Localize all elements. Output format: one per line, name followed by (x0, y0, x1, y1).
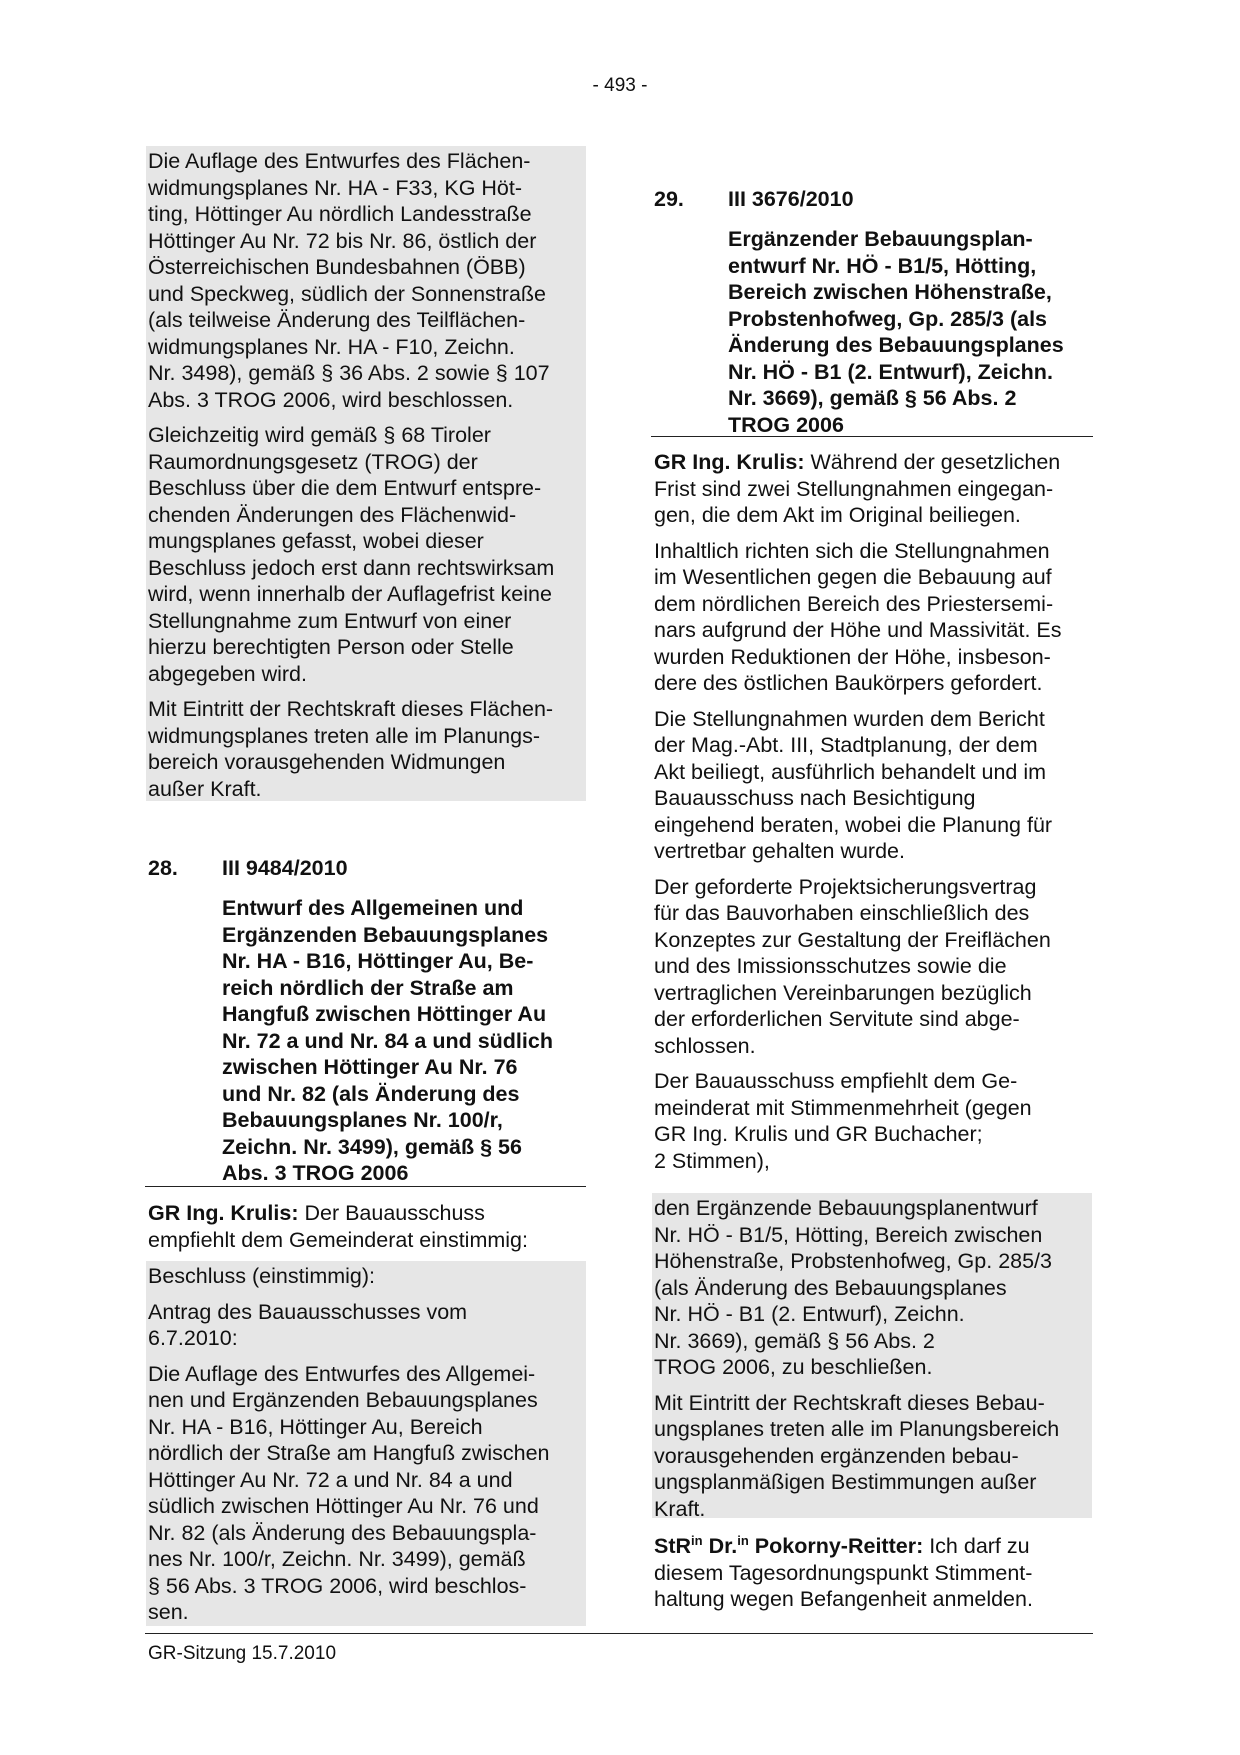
item-28-title: Entwurf des Allgemeinen und Ergänzenden Bebauungsplanes Nr. HA - B16, Höttinger Au, Be- reich nördlich der Straße am Hangfuß zwischen Höttinger Au Nr. 72 a und Nr. 84 a und südlich zwischen Höttinger Au Nr. 76 und Nr. 82 (als Änderung des Bebauungsplanes Nr. 100/r, Zeichn. Nr. 3499), gemäß § 56 Abs. 3 TROG 2006 (222, 896, 553, 1185)
resolution-rechtskraft: Mit Eintritt der Rechtskraft dieses Bebau- ungsplanes treten alle im Planungsbereich vorausgehenden ergänzenden bebau- ungsplanmäßigen Bestimmungen außer Kraft. (654, 1390, 1060, 1521)
paragraph-rechtskraft: Mit Eintritt der Rechtskraft dieses Flächen- widmungsplanes treten alle im Planungs- bereich vorausgehenden Widmungen außer Kraft. (148, 697, 554, 801)
item-29-number: 29. (654, 187, 684, 211)
item-28-reference: III 9484/2010 (222, 856, 348, 880)
item-28-resolution (148, 1263, 584, 1626)
resolution-text: Die Auflage des Entwurfes des Allgemei- nen und Ergänzenden Bebauungsplanes Nr. HA - B16, Höttinger Au, Bereich nördlich der Straße am Hangfuß zwischen Höttinger Au Nr. 72 a und Nr. 84 a und südlich zwischen Höttinger Au Nr. 76 und Nr. 82 (als Änderung des Bebauungspla- nes Nr. 100/r, Zeichn. Nr. 3499), gemäß § 56 Abs. 3 TROG 2006, wird beschlos- sen. (148, 1361, 550, 1624)
paragraph-flaechenwidmung-auflage: Die Auflage des Entwurfes des Flächen- widmungsplanes Nr. HA - F33, KG Höt- ting, Höttinger Au nördlich Landesstraße Höttinger Au Nr. 72 bis Nr. 86, östlich der Österreichischen Bundesbahnen (ÖBB) und Speckweg, südlich der Sonnenstraße (als teilweise Änderung des Teilflächen- widmungsplanes Nr. HA - F10, Zeichn. Nr. 3498), gemäß § 36 Abs. 2 sowie § 107 Abs. 3 TROG 2006, wird beschlossen. (148, 149, 550, 412)
resolution-antrag: Antrag des Bauausschusses vom 6.7.2010: (148, 1299, 468, 1350)
item-29-rule (651, 436, 1093, 437)
item-29-speech-text: Während der gesetzlichen Frist sind zwei Stellungnahmen eingegan- gen, die dem Akt im Original beiliegen. (654, 450, 1061, 527)
item-29-statement (654, 1533, 1094, 1613)
item-28-rule (145, 1186, 586, 1187)
footer-text: GR-Sitzung 15.7.2010 (148, 1643, 337, 1664)
item-29-speaker: GR Ing. Krulis: (654, 450, 805, 474)
paragraph-gleichzeitig: Gleichzeitig wird gemäß § 68 Tiroler Raumordnungsgesetz (TROG) der Beschluss über die dem Entwurf entspre- chenden Änderungen des Flächenwid- mungsplanes gefasst, wobei dieser Beschluss jedoch erst dann rechtswirksam wird, wenn innerhalb der Auflagefrist keine Stellungnahme zum Entwurf von einer hierzu berechtigten Person oder Stelle abgegeben wird. (148, 423, 555, 686)
item-29-speech (654, 449, 1094, 529)
resolution-label: Beschluss (einstimmig): (148, 1264, 375, 1288)
item-29-resolution (654, 1195, 1090, 1522)
item-28-speaker: GR Ing. Krulis: (148, 1201, 299, 1225)
item-28-number: 28. (148, 856, 178, 880)
resolution-beschluss-text: den Ergänzende Bebauungsplanentwurf Nr. HÖ - B1/5, Hötting, Bereich zwischen Höhenstraße, Probstenhofweg, Gp. 285/3 (als Änderung des Bebauungsplanes Nr. HÖ - B1 (2. Entwurf), Zeichn. Nr. 3669), gemäß § 56 Abs. 2 TROG 2006, zu beschließen. (654, 1196, 1052, 1379)
footer-rule (145, 1633, 1093, 1634)
item-28-heading (148, 855, 584, 883)
left-top-block (148, 148, 584, 802)
paragraph-inhaltlich: Inhaltlich richten sich die Stellungnahmen im Wesentlichen gegen die Bebauung auf dem nördlichen Bereich des Priestersemi- nars aufgrund der Höhe und Massivität. Es wurden Reduktionen der Höhe, insbeson- dere des östlichen Baukörpers gefordert. (654, 538, 1062, 695)
paragraph-stellungnahmen: Die Stellungnahmen wurden dem Bericht der Mag.-Abt. III, Stadtplanung, der dem Akt beiliegt, ausführlich behandelt und im Bauausschuss nach Besichtigung eingehend beraten, wobei die Planung für vertretbar gehalten wurde. (654, 706, 1053, 863)
item-29-reference: III 3676/2010 (728, 187, 854, 211)
page-number: - 493 - (592, 75, 648, 96)
statement-text: Ich darf zu diesem Tagesordnungspunkt Stimment- haltung wegen Befangenheit anmelden. (654, 1534, 1033, 1611)
item-29-title: Ergänzender Bebauungsplan- entwurf Nr. HÖ - B1/5, Hötting, Bereich zwischen Höhenstraße, Probstenhofweg, Gp. 285/3 (als Änderung des Bebauungsplanes Nr. HÖ - B1 (2. Entwurf), Zeichn. Nr. 3669), gemäß § 56 Abs. 2 TROG 2006 (728, 227, 1064, 437)
item-28-speech-text: Der Bauausschuss empfiehlt dem Gemeinderat einstimmig: (148, 1201, 528, 1252)
paragraph-projektsicherungsvertrag: Der geforderte Projektsicherungsvertrag für das Bauvorhaben einschließlich des Konzeptes zur Gestaltung der Freiflächen und des Imissionsschutzes sowie die vertraglichen Vereinbarungen bezüglich der erforderlichen Servitute sind abge- schlossen. (654, 874, 1051, 1058)
paragraph-bauausschuss-empfiehlt: Der Bauausschuss empfiehlt dem Ge- meinderat mit Stimmenmehrheit (gegen GR Ing. Krulis und GR Buchacher; 2 Stimmen), (654, 1069, 1032, 1173)
item-29-heading (654, 186, 1090, 214)
item-28-speech (148, 1200, 584, 1253)
item-29-body (654, 449, 1094, 1174)
speaker-pokorny-reitter: StR$^{in}$ Dr.$^{in}$ Pokorny-Reitter: (654, 1532, 924, 1558)
